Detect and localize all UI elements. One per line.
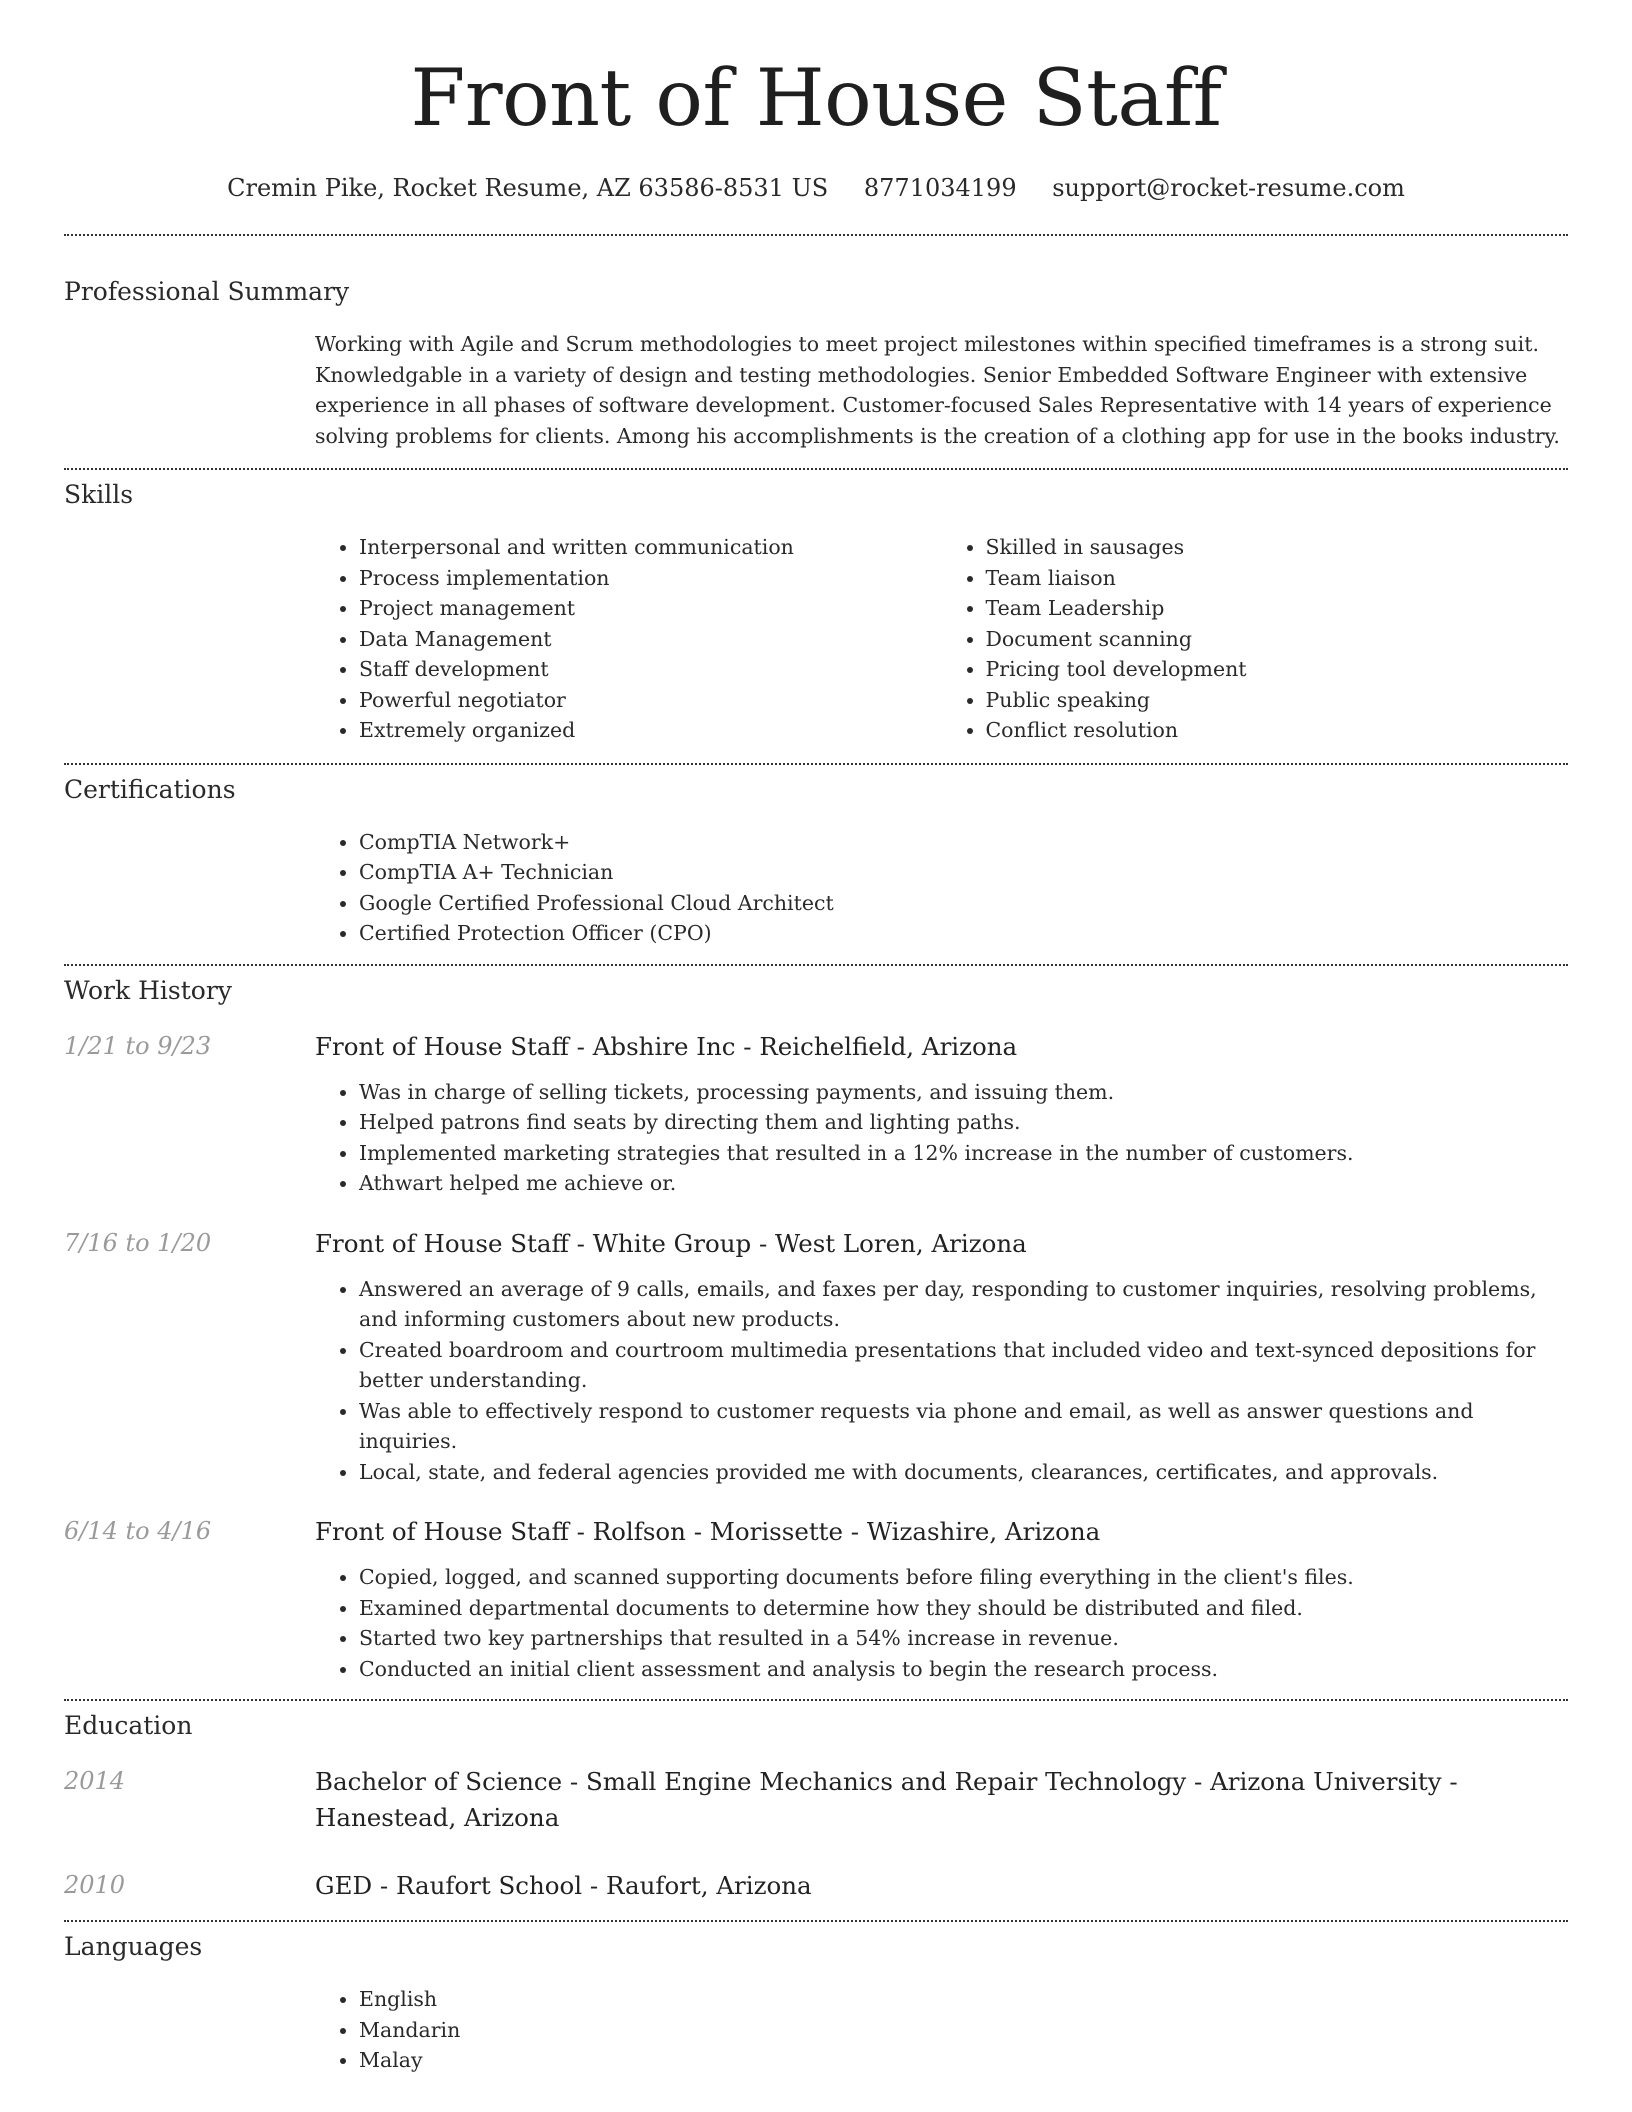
job-bullets bbox=[315, 1077, 1568, 1199]
contact-phone: 8771034199 bbox=[863, 174, 1017, 202]
skill-item: • Data Management bbox=[359, 624, 942, 655]
contact-email: support@rocket-resume.com bbox=[1052, 174, 1405, 202]
skill-item: • Document scanning bbox=[986, 624, 1569, 655]
contact-address: Cremin Pike, Rocket Resume, AZ 63586-8531 US bbox=[227, 174, 829, 202]
education-year: 2014 bbox=[64, 1767, 126, 1795]
skill-item: • Team liaison bbox=[986, 563, 1569, 594]
job-header bbox=[64, 1514, 1568, 1550]
job-entry bbox=[64, 1029, 1568, 1199]
skill-item: • Process implementation bbox=[359, 563, 942, 594]
job-bullet: • Local, state, and federal agencies provided me with documents, clearances, certificates, and approvals. bbox=[359, 1457, 1568, 1488]
resume-page bbox=[64, 0, 1568, 2076]
skills-columns bbox=[315, 532, 1568, 746]
certifications-heading: Certifications bbox=[64, 774, 236, 804]
skill-item: • Staff development bbox=[359, 654, 942, 685]
job-body bbox=[315, 1274, 1568, 1488]
job-body bbox=[315, 1562, 1568, 1684]
contact-line bbox=[64, 173, 1568, 203]
job-bullet: • Implemented marketing strategies that resulted in a 12% increase in the number of customers. bbox=[359, 1138, 1568, 1169]
work-section bbox=[64, 966, 1568, 1685]
job-bullet: • Helped patrons find seats by directing them and lighting paths. bbox=[359, 1107, 1568, 1138]
summary-section bbox=[64, 236, 1568, 451]
job-bullet: • Examined departmental documents to determine how they should be distributed and filed. bbox=[359, 1593, 1568, 1624]
languages-section bbox=[64, 1922, 1568, 2076]
job-header bbox=[64, 1029, 1568, 1065]
skills-list-right bbox=[942, 532, 1569, 746]
job-bullet: • Started two key partnerships that resulted in a 54% increase in revenue. bbox=[359, 1623, 1568, 1654]
skill-item: • Extremely organized bbox=[359, 715, 942, 746]
certification-item: • CompTIA Network+ bbox=[359, 827, 1568, 858]
certifications-body bbox=[315, 827, 1568, 949]
work-heading: Work History bbox=[64, 975, 232, 1005]
resume-title: Front of House Staff bbox=[410, 52, 1222, 144]
job-body bbox=[315, 1077, 1568, 1199]
skill-item: • Project management bbox=[359, 593, 942, 624]
job-dates: 7/16 to 1/20 bbox=[64, 1228, 212, 1257]
job-heading: Front of House Staff - Abshire Inc - Reichelfield, Arizona bbox=[315, 1031, 1018, 1061]
job-bullet: • Answered an average of 9 calls, emails, and faxes per day, responding to customer inquiries, resolving problems, and informing customers about new products. bbox=[359, 1274, 1568, 1335]
skills-list-left bbox=[315, 532, 942, 746]
job-entry bbox=[64, 1226, 1568, 1488]
education-section bbox=[64, 1701, 1568, 1904]
skill-item: • Pricing tool development bbox=[986, 654, 1569, 685]
summary-text: Working with Agile and Scrum methodologies to meet project milestones within specified timeframes is a strong suit. Knowledgable in a variety of design and testing methodologies. Senior Embedded Software Engineer with extensive experience in all phases of software development. Customer-focused Sales Representative with 14 years of experience solving problems for clients. Among his accomplishments is the creation of a clothing app for use in the books industry. bbox=[315, 332, 1560, 448]
job-bullet: • Conducted an initial client assessment and analysis to begin the research process. bbox=[359, 1654, 1568, 1685]
job-bullet: • Athwart helped me achieve or. bbox=[359, 1168, 1568, 1199]
job-entry bbox=[64, 1514, 1568, 1684]
certification-item: • Google Certified Professional Cloud Architect bbox=[359, 888, 1568, 919]
skill-item: • Conflict resolution bbox=[986, 715, 1569, 746]
job-dates: 1/21 to 9/23 bbox=[64, 1031, 212, 1060]
job-bullet: • Was able to effectively respond to customer requests via phone and email, as well as answer questions and inquiries. bbox=[359, 1396, 1568, 1457]
education-entry bbox=[64, 1868, 1568, 1904]
certifications-list bbox=[315, 827, 1568, 949]
languages-body bbox=[315, 1984, 1568, 2076]
education-heading: Education bbox=[64, 1711, 193, 1740]
job-bullet: • Was in charge of selling tickets, processing payments, and issuing them. bbox=[359, 1077, 1568, 1108]
skill-item: • Skilled in sausages bbox=[986, 532, 1569, 563]
languages-list bbox=[315, 1984, 1568, 2076]
education-entry bbox=[64, 1764, 1568, 1836]
job-bullets bbox=[315, 1274, 1568, 1488]
job-bullet: • Copied, logged, and scanned supporting documents before filing everything in the client's files. bbox=[359, 1562, 1568, 1593]
certification-item: • Certified Protection Officer (CPO) bbox=[359, 918, 1568, 949]
language-item: • Malay bbox=[359, 2045, 1568, 2076]
skill-item: • Public speaking bbox=[986, 685, 1569, 716]
education-year: 2010 bbox=[64, 1871, 126, 1899]
skill-item: • Powerful negotiator bbox=[359, 685, 942, 716]
languages-heading: Languages bbox=[64, 1932, 203, 1961]
job-heading: Front of House Staff - White Group - West Loren, Arizona bbox=[315, 1228, 1027, 1258]
certification-item: • CompTIA A+ Technician bbox=[359, 857, 1568, 888]
education-heading-text: Bachelor of Science - Small Engine Mechanics and Repair Technology - Arizona University - Hanestead, Arizona bbox=[315, 1767, 1458, 1832]
job-dates: 6/14 to 4/16 bbox=[64, 1517, 212, 1545]
skills-heading: Skills bbox=[64, 480, 134, 509]
job-header bbox=[64, 1226, 1568, 1262]
summary-heading: Professional Summary bbox=[64, 277, 350, 306]
job-bullets bbox=[315, 1562, 1568, 1684]
job-heading: Front of House Staff - Rolfson - Morissette - Wizashire, Arizona bbox=[315, 1517, 1101, 1546]
job-bullet: • Created boardroom and courtroom multimedia presentations that included video and text-synced depositions for better understanding. bbox=[359, 1335, 1568, 1396]
education-heading-text: GED - Raufort School - Raufort, Arizona bbox=[315, 1871, 812, 1900]
language-item: • Mandarin bbox=[359, 2015, 1568, 2046]
skill-item: • Interpersonal and written communication bbox=[359, 532, 942, 563]
skills-section bbox=[64, 470, 1568, 746]
language-item: • English bbox=[359, 1984, 1568, 2015]
certifications-section bbox=[64, 765, 1568, 949]
skill-item: • Team Leadership bbox=[986, 593, 1569, 624]
